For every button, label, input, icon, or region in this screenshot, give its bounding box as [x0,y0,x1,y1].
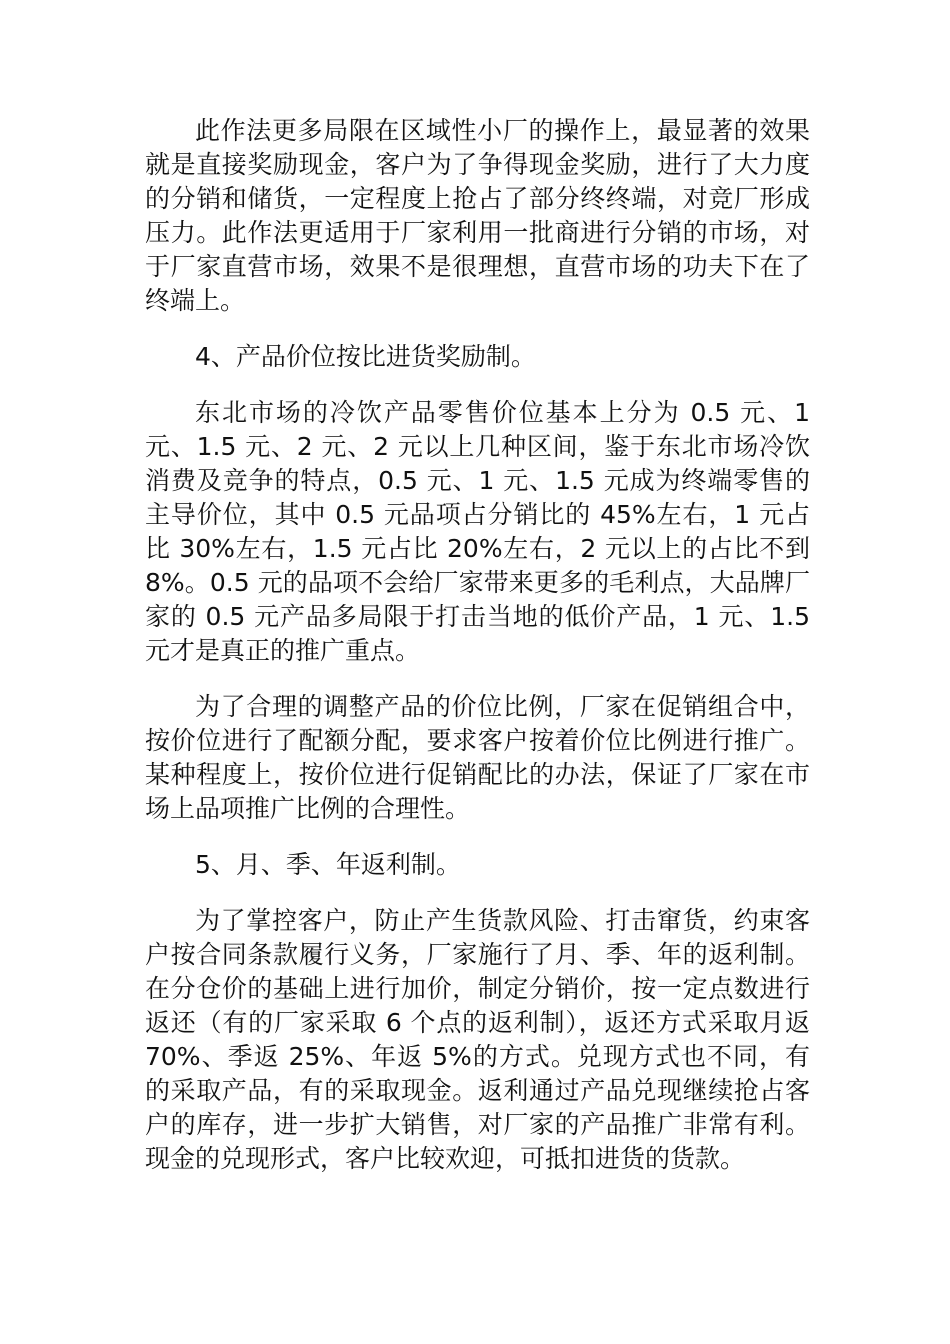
section-heading-5: 5、月、季、年返利制。 [195,850,461,879]
paragraph-local-factory-cash-reward: 此作法更多局限在区域性小厂的操作上，最显著的效果就是直接奖励现金，客户为了争得现金奖励，进行了大力度的分销和储货，一定程度上抢占了部分终终端，对竞厂形成压力。此作法更适用于厂家利用一批商进行分销的市场，对于厂家直营市场，效果不是很理想，直营市场的功夫下在了终端上。 [145,116,810,315]
document-page [145,114,810,1198]
paragraph-northeast-price-ranges: 东北市场的冷饮产品零售价位基本上分为 0.5 元、1 元、1.5 元、2 元、2 元以上几种区间，鉴于东北市场冷饮消费及竞争的特点，0.5 元、1 元、1.5 元成为终端零售的主导价位，其中 0.5 元品项占分销比的 45%左右，1 元占比 30%左右，1.5 元占比 20%左右，2 元以上的占比不到 8%。0.5 元的品项不会给厂家带来更多的毛利点，大品牌厂家的 0.5 元产品多局限于打击当地的低价产品，1 元、1.5 元才是真正的推广重点。 [145,398,810,665]
paragraph-price-quota-allocation: 为了合理的调整产品的价位比例，厂家在促销组合中，按价位进行了配额分配，要求客户按着价位比例进行推广。某种程度上，按价位进行促销配比的办法，保证了厂家在市场上品项推广比例的合理性。 [145,692,810,823]
paragraph-rebate-system: 为了掌控客户，防止产生货款风险、打击窜货，约束客户按合同条款履行义务，厂家施行了月、季、年的返利制。在分仓价的基础上进行加价，制定分销价，按一定点数进行返还（有的厂家采取 6 个点的返利制），返还方式采取月返 70%、季返 25%、年返 5%的方式。兑现方式也不同，有的采取产品，有的采取现金。返利通过产品兑现继续抢占客户的库存，进一步扩大销售，对厂家的产品推广非常有利。现金的兑现形式，客户比较欢迎，可抵扣进货的货款。 [145,906,810,1173]
section-heading-4: 4、产品价位按比进货奖励制。 [195,342,536,371]
